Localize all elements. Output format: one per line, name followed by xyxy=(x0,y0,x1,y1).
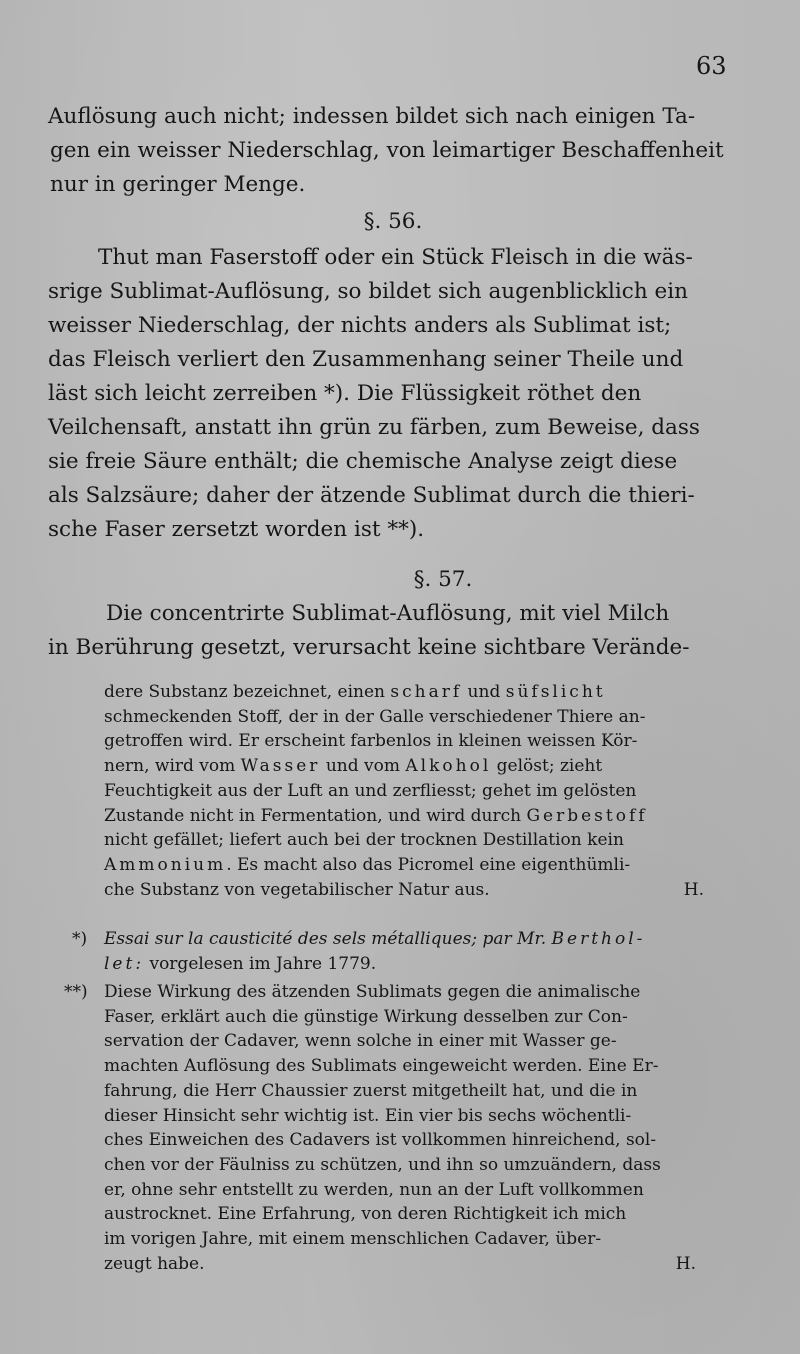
text-line xyxy=(64,1252,754,1277)
footnote-continuation xyxy=(104,680,744,902)
text-line: das Fleisch verliert den Zusammenhang seiner Theile und xyxy=(48,347,684,372)
spaced-text: Alkohol xyxy=(405,756,492,777)
footnote-marker: *) xyxy=(72,929,88,949)
text-line: weisser Niederschlag, der nichts anders als Sublimat ist; xyxy=(48,313,672,338)
spaced-text: süfslicht xyxy=(505,682,606,702)
text-line: im vorigen Jahre, mit einem menschlichen Cadaver, über- xyxy=(104,1229,602,1250)
text-span: gelöst; zieht xyxy=(491,756,603,777)
text-line: Thut man Faserstoff oder ein Stück Fleisch in die wäs- xyxy=(98,245,693,270)
text-line: Faser, erklärt auch die günstige Wirkung desselben zur Con- xyxy=(104,1006,628,1027)
text-span: vorgelesen im Jahre 1779. xyxy=(144,953,377,974)
text-line xyxy=(104,853,744,878)
spaced-text: scharf xyxy=(390,682,463,702)
text-span: dere Substanz bezeichnet, einen xyxy=(104,682,391,702)
text-span: che Substanz von vegetabilischer Natur aus. xyxy=(104,879,490,900)
signature: H. xyxy=(675,1253,696,1274)
text-line: fahrung, die Herr Chaussier zuerst mitgetheilt hat, und die in xyxy=(104,1080,638,1101)
text-line xyxy=(72,927,752,952)
text-line: machten Auflösung des Sublimats eingeweicht werden. Eine Er- xyxy=(104,1056,659,1077)
text-line xyxy=(104,878,744,903)
text-span: und vom xyxy=(320,756,406,777)
text-line: srige Sublimat-Auflösung, so bildet sich augenblicklich ein xyxy=(48,279,688,304)
text-line: sche Faser zersetzt worden ist **). xyxy=(48,517,425,542)
spaced-text: Wasser xyxy=(240,756,321,777)
author-name: Berthol- xyxy=(551,929,646,949)
italic-text: Essai sur la causticité des sels métalliques; par Mr. xyxy=(104,929,552,949)
text-line: Veilchensaft, anstatt ihn grün zu färben, zum Beweise, dass xyxy=(48,415,700,440)
text-span: Zustande nicht in Fermentation, und wird durch xyxy=(104,805,527,826)
text-line: Auflösung auch nicht; indessen bildet sich nach einigen Ta- xyxy=(48,104,696,129)
text-line: sie freie Säure enthält; die chemische Analyse zeigt diese xyxy=(48,449,678,474)
footnote-marker: **) xyxy=(64,982,88,1002)
text-line: nicht gefället; liefert auch bei der trocknen Destillation kein xyxy=(104,830,624,851)
text-line xyxy=(64,980,754,1005)
signature: H. xyxy=(683,879,704,900)
text-line: Die concentrirte Sublimat-Auflösung, mit viel Milch xyxy=(106,601,670,626)
text-line: Feuchtigkeit aus der Luft an und zerfliesst; gehet im gelösten xyxy=(104,780,637,801)
text-line: austrocknet. Eine Erfahrung, von deren Richtigkeit ich mich xyxy=(104,1204,627,1225)
text-line: schmeckenden Stoff, der in der Galle verschiedener Thiere an- xyxy=(104,706,646,727)
text-line: chen vor der Fäulniss zu schützen, und ihn so umzuändern, dass xyxy=(104,1154,661,1175)
text-line: er, ohne sehr entstellt zu werden, nun an der Luft vollkommen xyxy=(104,1179,644,1200)
footnote-2 xyxy=(64,980,754,1276)
section-heading-56: §. 56. xyxy=(363,209,423,234)
text-line: als Salzsäure; daher der ätzende Sublimat durch die thieri- xyxy=(48,483,695,508)
text-line: nur in geringer Menge. xyxy=(50,172,306,197)
section-56-paragraph xyxy=(48,241,738,547)
text-line: getroffen wird. Er erscheint farbenlos in kleinen weissen Kör- xyxy=(104,731,638,752)
text-line xyxy=(104,804,744,829)
page-number: 63 xyxy=(696,52,727,80)
text-line: läst sich leicht zerreiben *). Die Flüssigkeit röthet den xyxy=(48,381,642,406)
text-line xyxy=(104,680,744,705)
text-line: in Berührung gesetzt, verursacht keine sichtbare Verände- xyxy=(48,635,690,660)
spaced-text: Gerbestoff xyxy=(526,805,648,826)
text-line: servation der Cadaver, wenn solche in einer mit Wasser ge- xyxy=(104,1031,617,1052)
text-line xyxy=(104,754,744,779)
footnote-1 xyxy=(72,927,752,976)
text-line: gen ein weisser Niederschlag, von leimartiger Beschaffenheit xyxy=(50,138,724,163)
text-span: . Es macht also das Picromel eine eigenthümli- xyxy=(226,854,631,875)
section-57-paragraph xyxy=(48,597,738,665)
author-name: let: xyxy=(104,953,145,974)
section-heading-57: §. 57. xyxy=(413,567,473,592)
spaced-text: Ammonium xyxy=(104,854,227,875)
text-line: dieser Hinsicht sehr wichtig ist. Ein vier bis sechs wöchentli- xyxy=(104,1105,632,1126)
text-line xyxy=(72,952,752,977)
text-line: ches Einweichen des Cadavers ist vollkommen hinreichend, sol- xyxy=(104,1130,657,1151)
text-span: nern, wird vom xyxy=(104,756,241,777)
text-span: und xyxy=(462,682,506,702)
continuation-paragraph xyxy=(48,100,738,202)
text-span: Diese Wirkung des ätzenden Sublimats gegen die animalische xyxy=(104,982,641,1002)
text-span: zeugt habe. xyxy=(104,1253,205,1274)
